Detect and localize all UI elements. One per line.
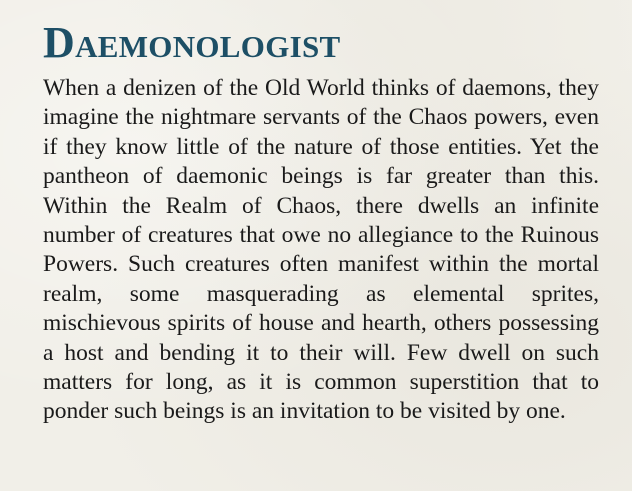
section-heading: Daemonologist (43, 18, 341, 67)
section-paragraph: When a denizen of the Old World thinks of daemons, they imagine the nightmare servants of the Chaos powers, even if they know little of the nature of those entities. Yet the pantheon of daemonic beings is far greater than this. Within the Realm of Chaos, there dwells an infinite number of creatures that owe no allegiance to the Ruinous Powers. Such creatures often manifest within the mortal realm, some masquerading as elemental sprites, mischievous spirits of house and hearth, others possessing a host and bending it to their will. Few dwell on such matters for long, as it is common superstition that to ponder such beings is an invitation to be visited by one. (43, 75, 599, 425)
